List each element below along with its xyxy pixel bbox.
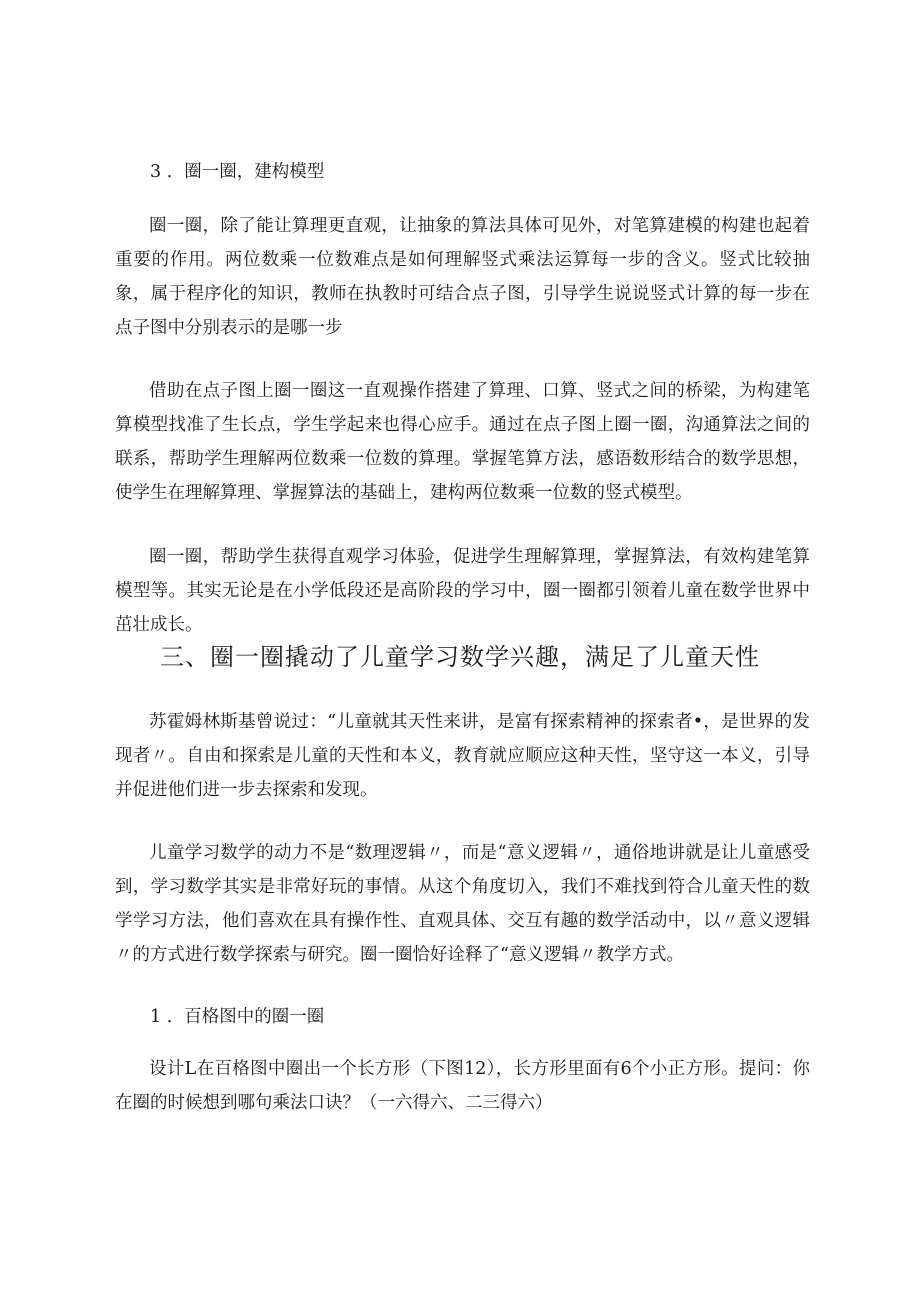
paragraph-2: 借助在点子图上圈一圈这一直观操作搭建了算理、口算、竖式之间的桥梁，为构建笔算模型找准了生长点，学生学起来也得心应手。通过在点子图上圈一圈，沟通算法之间的联系，帮助学生理解两位数乘一位数的算理。掌握笔算方法，感语数形结合的数学思想，使学生在理解算理、掌握算法的基础上，建构两位数乘一位数的竖式模型。 [115,381,810,503]
subheading-1: 1 ．百格图中的圈一圈 [150,1007,325,1027]
paragraph-6: 设计L在百格图中圈出一个长方形（下图12），长方形里面有6个小正方形。提问：你在圈的时候想到哪句乘法口诀？（一六得六、二三得六） [115,1059,810,1113]
paragraph-1: 圈一圈，除了能让算理更直观，让抽象的算法具体可见外，对笔算建模的构建也起着重要的作用。两位数乘一位数难点是如何理解竖式乘法运算每一步的含义。竖式比较抽象，属于程序化的知识，教师在执教时可结合点子图，引导学生说说竖式计算的每一步在点子图中分别表示的是哪一步 [115,216,810,338]
subheading-3: 3 ．圈一圈，建构模型 [150,162,325,182]
paragraph-3: 圈一圈，帮助学生获得直观学习体验，促进学生理解算理，掌握算法，有效构建笔算模型等。其实无论是在小学低段还是高阶段的学习中，圈一圈都引领着儿童在数学世界中茁壮成长。 [115,547,810,635]
paragraph-5: 儿童学习数学的动力不是“数理逻辑〃，而是“意义逻辑〃，通俗地讲就是让儿童感受到，学习数学其实是非常好玩的事情。从这个角度切入，我们不难找到符合儿童天性的数学学习方法，他们喜欢在具有操作性、直观具体、交互有趣的数学活动中，以〃意义逻辑〃的方式进行数学探索与研究。圈一圈恰好诠释了“意义逻辑〃教学方式。 [115,843,810,965]
section-title: 三、圈一圈撬动了儿童学习数学兴趣，满足了儿童天性 [160,643,760,671]
paragraph-4: 苏霍姆林斯基曾说过：“儿童就其天性来讲，是富有探索精神的探索者•，是世界的发现者〃。自由和探索是儿童的天性和本义，教育就应顺应这种天性，坚守这一本义，引导并促进他们进一步去探索和发现。 [115,712,810,800]
